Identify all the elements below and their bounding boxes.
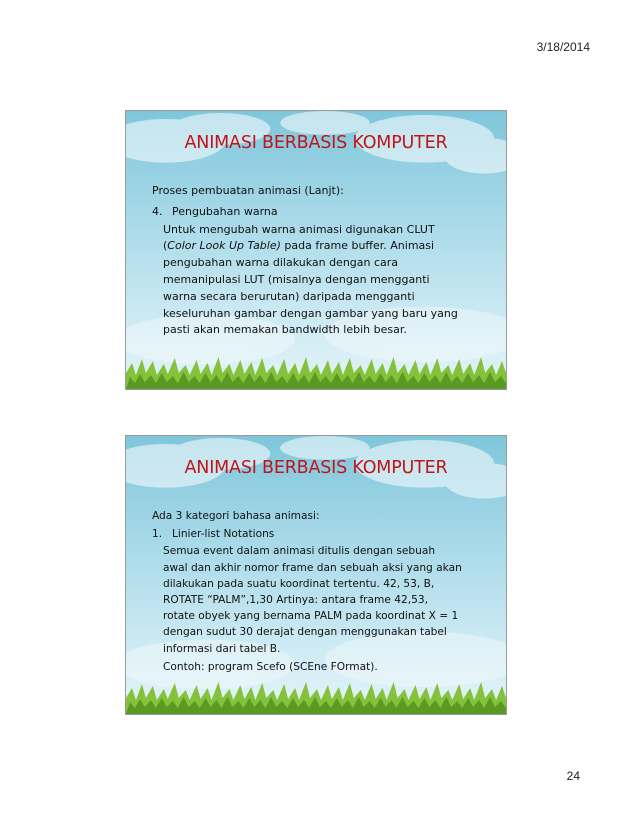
page-number: 24 xyxy=(566,769,580,783)
grass-decoration xyxy=(126,680,506,714)
description-line: dengan sudut 30 derajat dengan menggunakan tabel xyxy=(163,626,447,639)
clut-term: Color Look Up Table) xyxy=(167,239,281,253)
intro-text: Proses pembuatan animasi (Lanjt): xyxy=(152,184,344,197)
slide-title: ANIMASI BERBASIS KOMPUTER xyxy=(184,458,448,478)
slide-body xyxy=(152,508,492,675)
intro-text: Ada 3 kategori bahasa animasi: xyxy=(152,510,320,522)
slide-2 xyxy=(125,435,507,715)
description-line: pengubahan warna dilakukan dengan cara xyxy=(163,256,399,270)
description-line: warna secara berurutan) daripada mengganti xyxy=(163,289,415,303)
description-line: Semua event dalam animasi ditulis dengan sebuah xyxy=(163,545,436,558)
description-line xyxy=(163,238,492,255)
slide-body xyxy=(152,183,492,339)
description-line: dilakukan pada suatu koordinat tertentu. 42, 53, B, xyxy=(163,577,435,590)
description-line: keseluruhan gambar dengan gambar yang baru yang xyxy=(163,306,458,320)
grass-decoration xyxy=(126,355,506,389)
page-date: 3/18/2014 xyxy=(536,40,590,54)
slide-title: ANIMASI BERBASIS KOMPUTER xyxy=(184,133,448,153)
description-text: pada frame buffer. Animasi xyxy=(280,239,435,253)
description-line: Untuk mengubah warna animasi digunakan CLUT xyxy=(163,222,435,236)
item-description xyxy=(152,222,492,340)
description-line: pasti akan memakan bandwidth lebih besar. xyxy=(163,323,407,337)
example-text: Contoh: program Scefo (SCEne FOrmat). xyxy=(163,660,378,673)
slide-1 xyxy=(125,110,507,390)
description-line: rotate obyek yang bernama PALM pada koordinat X = 1 xyxy=(163,610,459,623)
list-item-number: 4. xyxy=(152,204,163,218)
description-line: informasi dari tabel B. xyxy=(163,642,281,655)
item-description xyxy=(152,543,492,656)
list-item xyxy=(152,526,492,542)
list-item xyxy=(152,204,492,221)
paren-open: ( xyxy=(163,239,168,253)
list-item-label: Pengubahan warna xyxy=(172,204,278,218)
description-line: memanipulasi LUT (misalnya dengan mengganti xyxy=(163,272,430,286)
description-line: awal dan akhir nomor frame dan sebuah aksi yang akan xyxy=(163,561,462,574)
description-line: ROTATE “PALM”,1,30 Artinya: antara frame 42,53, xyxy=(163,594,428,607)
list-item-label: Linier-list Notations xyxy=(172,528,275,541)
list-item-number: 1. xyxy=(152,528,163,541)
